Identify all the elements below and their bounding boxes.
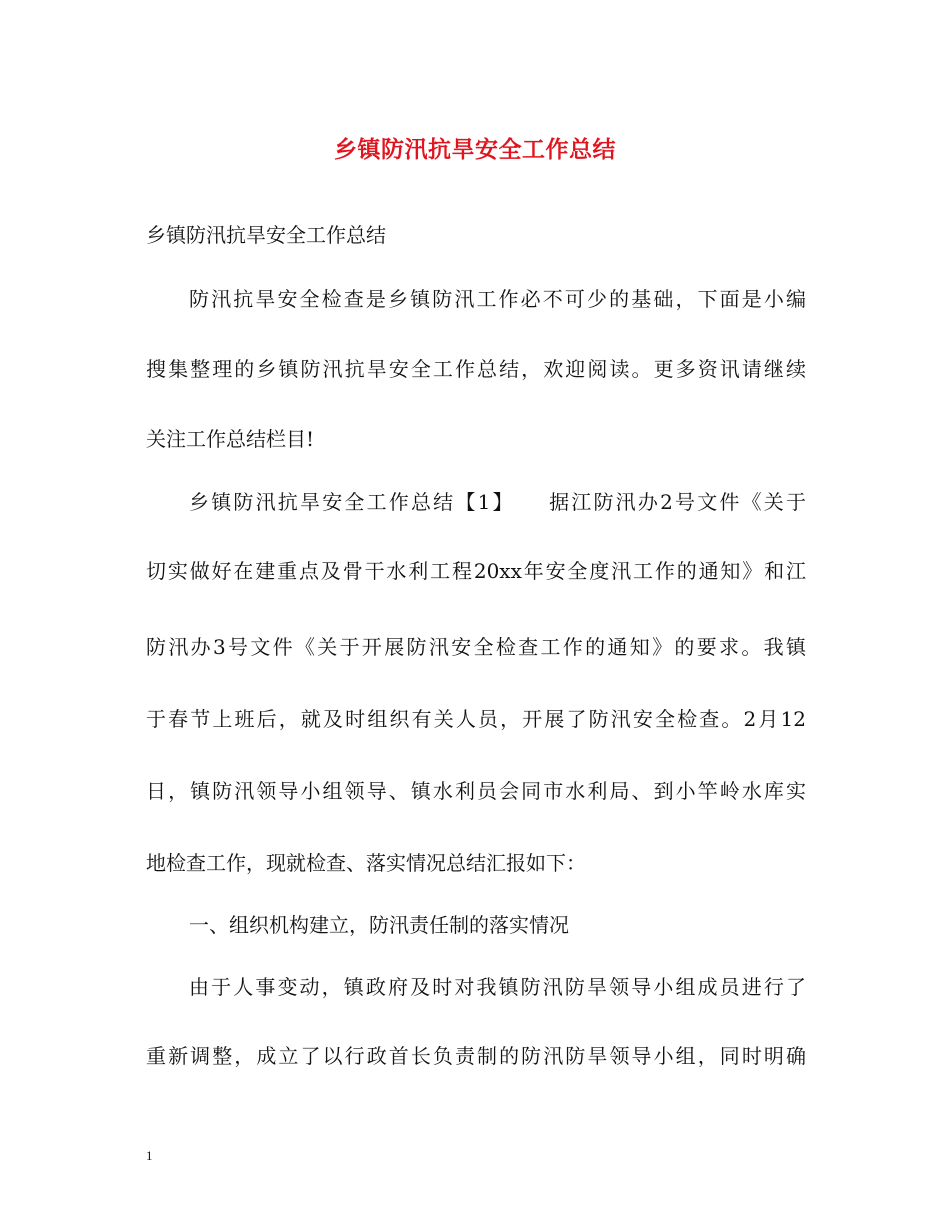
paragraph-line: 防汛抗旱安全检查是乡镇防汛工作必不可少的基础，下面是小编 [189,287,806,311]
paragraph-line: 搜集整理的乡镇防汛抗旱安全工作总结，欢迎阅读。更多资讯请继续 [146,357,806,381]
document-subtitle: 乡镇防汛抗旱安全工作总结 [146,223,386,247]
paragraph-line: 于春节上班后，就及时组织有关人员，开展了防汛安全检查。2月12 [146,707,806,731]
paragraph-line: 地检查工作，现就检查、落实情况总结汇报如下： [146,851,586,875]
paragraph-line: 由于人事变动，镇政府及时对我镇防汛防旱领导小组成员进行了 [189,975,806,999]
paragraph-line: 防汛办3号文件《关于开展防汛安全检查工作的通知》的要求。我镇 [146,635,806,659]
paragraph-line: 乡镇防汛抗旱安全工作总结【1】 据江防汛办2号文件《关于 [189,490,806,514]
page-number: 1 [146,1148,153,1163]
section-heading: 一、组织机构建立，防汛责任制的落实情况 [189,913,569,937]
document-title: 乡镇防汛抗旱安全工作总结 [334,136,616,163]
paragraph-line: 日，镇防汛领导小组领导、镇水利员会同市水利局、到小竿岭水库实 [146,779,806,803]
paragraph-line: 重新调整，成立了以行政首长负责制的防汛防旱领导小组，同时明确 [146,1044,806,1068]
paragraph-line: 切实做好在建重点及骨干水利工程20xx年安全度汛工作的通知》和江 [146,559,806,583]
paragraph-line: 关注工作总结栏目! [146,427,315,451]
